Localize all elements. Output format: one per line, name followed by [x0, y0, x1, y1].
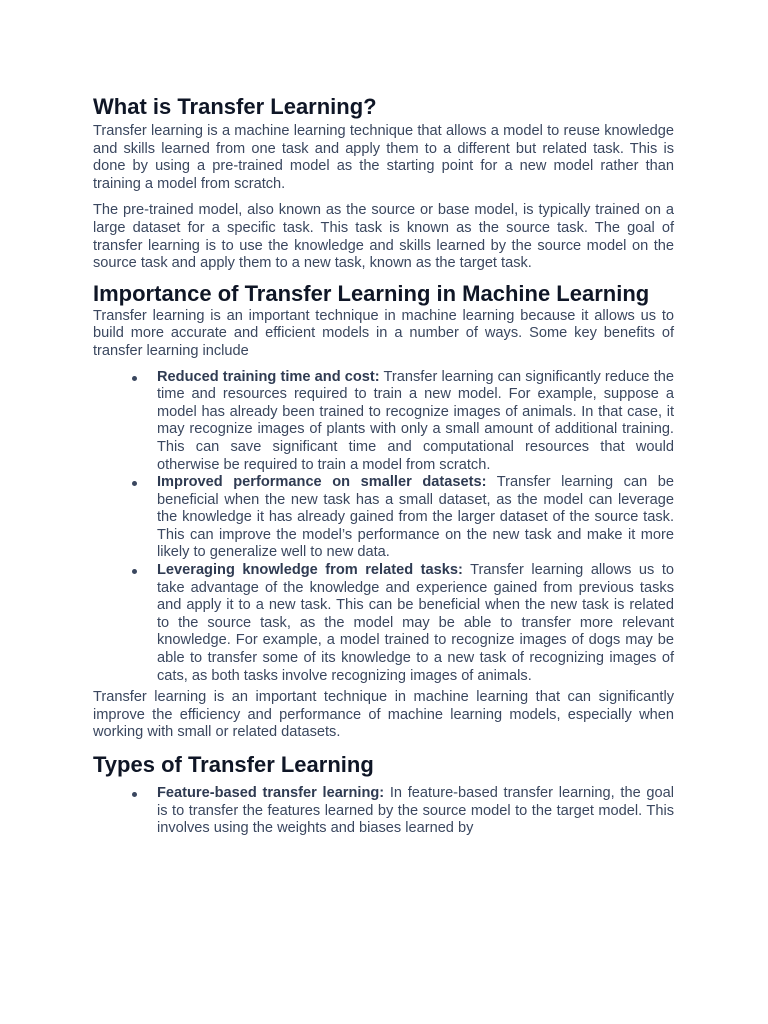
paragraph-importance-intro: Transfer learning is an important technique in machine learning because it allows us to build more accurate and efficient models in a number of ways. Some key benefits of transfer learning include	[93, 307, 674, 359]
paragraph-definition: Transfer learning is a machine learning technique that allows a model to reuse knowledge and skills learned from one task and apply them to a different but related task. This is done by using a pre-trained model as the starting point for a new model rather than training a model from scratch.	[93, 123, 674, 192]
types-list	[93, 785, 674, 838]
heading-importance: Importance of Transfer Learning in Machine Learning	[93, 280, 650, 306]
heading-what-is-transfer-learning: What is Transfer Learning?	[93, 94, 377, 119]
list-item-benefit	[157, 474, 674, 562]
benefit-text: Transfer learning can significantly reduce the time and resources required to train a new model. For example, suppose a model has already been trained to recognize images of animals. In that case, it may recognize images of plants with only a small amount of additional training. This can save significant time and computational resources that would otherwise be required to train a model from scratch.	[157, 368, 674, 473]
benefit-text: Transfer learning allows us to take advantage of the knowledge and experience gained from previous tasks and apply it to a new task. This can be beneficial when the new task is related to the source task, as the model may be able to transfer more relevant knowledge. For example, a model trained to recognize images of dogs may be able to transfer some of its knowledge to a new task of recognizing images of cats, as both tasks involve recognizing images of animals.	[157, 562, 674, 684]
benefits-list	[93, 369, 674, 686]
list-item-type	[157, 785, 674, 838]
type-term: Feature-based transfer learning:	[157, 785, 385, 801]
benefit-term: Improved performance on smaller datasets:	[157, 474, 487, 491]
list-item-benefit	[157, 369, 674, 475]
benefit-term: Leveraging knowledge from related tasks:	[157, 562, 463, 579]
bullet-icon	[132, 569, 137, 574]
benefit-term: Reduced training time and cost:	[157, 368, 380, 385]
bullet-icon	[132, 792, 137, 797]
bullet-icon	[132, 376, 137, 381]
benefit-text: Transfer learning can be beneficial when the new task has a small dataset, as the model can leverage the knowledge it has already gained from the larger dataset of the source task. This can improve the model’s performance on the new task and make it more likely to generalize well to new data.	[157, 474, 675, 561]
list-item-benefit	[157, 562, 674, 685]
paragraph-importance-conclusion: Transfer learning is an important technique in machine learning that can significantly improve the efficiency and performance of machine learning models, especially when working with small or related datasets.	[93, 689, 674, 741]
type-text: In feature-based transfer learning, the goal is to transfer the features learned by the source model to the target model. This involves using the weights and biases learned by	[157, 785, 674, 837]
bullet-icon	[132, 481, 137, 486]
paragraph-pretrained-model: The pre-trained model, also known as the source or base model, is typically trained on a large dataset for a specific task. This task is known as the source task. The goal of transfer learning is to use the knowledge and skills learned by the source model on the source task and apply them to a new task, known as the target task.	[93, 202, 674, 272]
heading-types: Types of Transfer Learning	[93, 752, 374, 777]
